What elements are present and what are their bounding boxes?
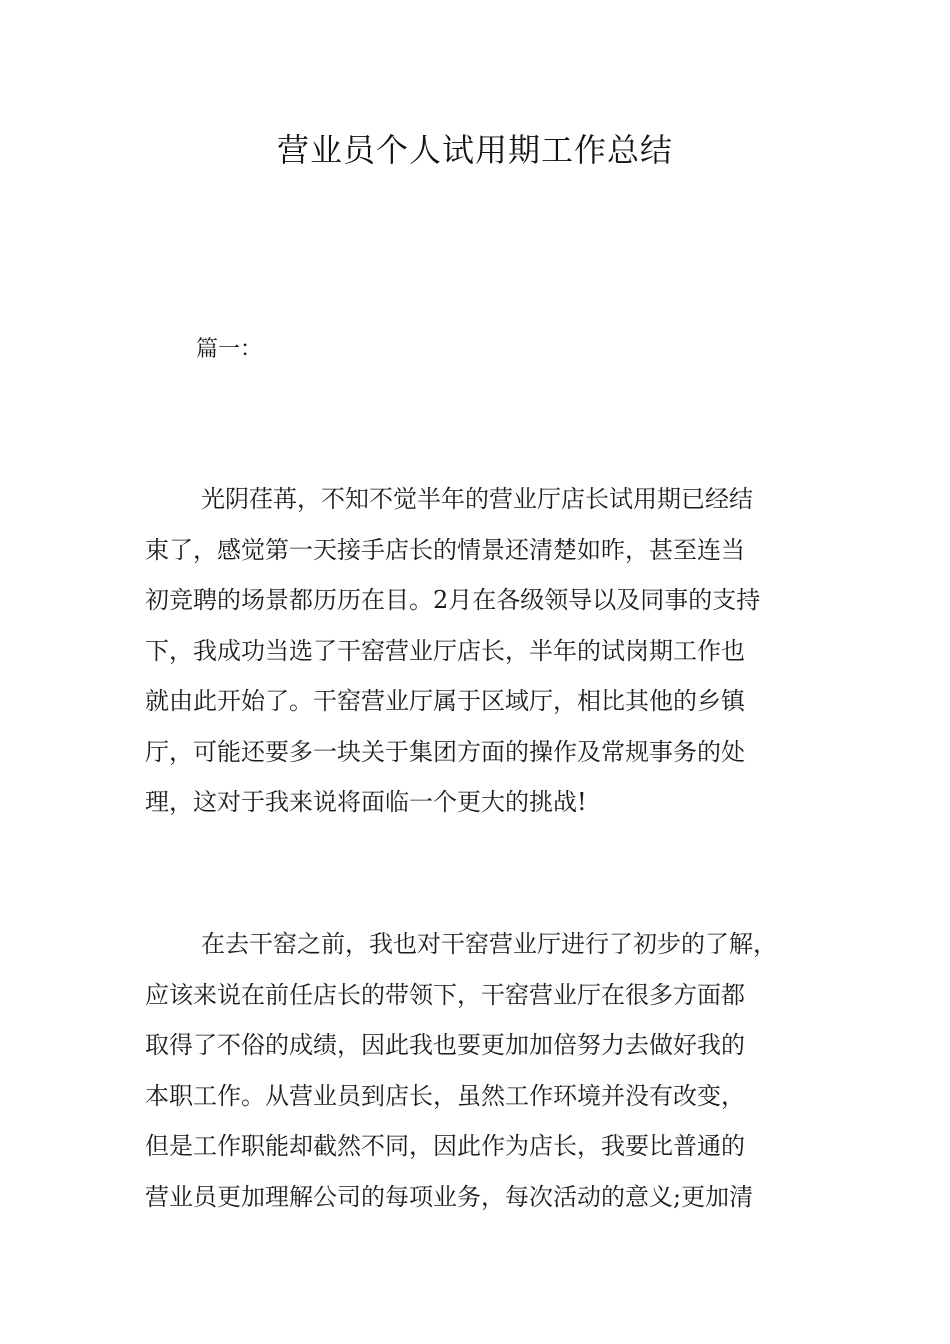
paragraph-line: 初竞聘的场景都历历在目。2月在各级领导以及同事的支持 [145,586,761,614]
paragraph-line: 束了，感觉第一天接手店长的情景还清楚如昨，甚至连当 [145,535,745,564]
paragraph-line: 下，我成功当选了干窑营业厅店长，半年的试岗期工作也 [145,636,745,665]
paragraph-line: 本职工作。从营业员到店长，虽然工作环境并没有改变， [145,1081,745,1110]
paragraph-1 [145,474,815,828]
paragraph-line: 厅，可能还要多一块关于集团方面的操作及常规事务的处 [145,737,745,766]
paragraph-line: 就由此开始了。干窑营业厅属于区域厅，相比其他的乡镇 [145,687,745,715]
paragraph-line: 理，这对于我来说将面临一个更大的挑战! [145,788,587,816]
section-label: 篇一： [196,337,263,362]
document-title: 营业员个人试用期工作总结 [276,131,673,169]
paragraph-line: 应该来说在前任店长的带领下，干窑营业厅在很多方面都 [145,980,745,1009]
paragraph-line: 取得了不俗的成绩，因此我也要更加加倍努力去做好我的 [145,1031,745,1059]
paragraph-line: 但是工作职能却截然不同，因此作为店长，我要比普通的 [145,1132,745,1160]
paragraph-line: 在去干窑之前，我也对干窑营业厅进行了初步的了解， [201,930,777,958]
paragraph-2 [145,919,815,1222]
paragraph-line: 营业员更加理解公司的每项业务，每次活动的意义;更加清 [145,1182,754,1211]
paragraph-line: 光阴荏苒，不知不觉半年的营业厅店长试用期已经结 [201,485,753,513]
